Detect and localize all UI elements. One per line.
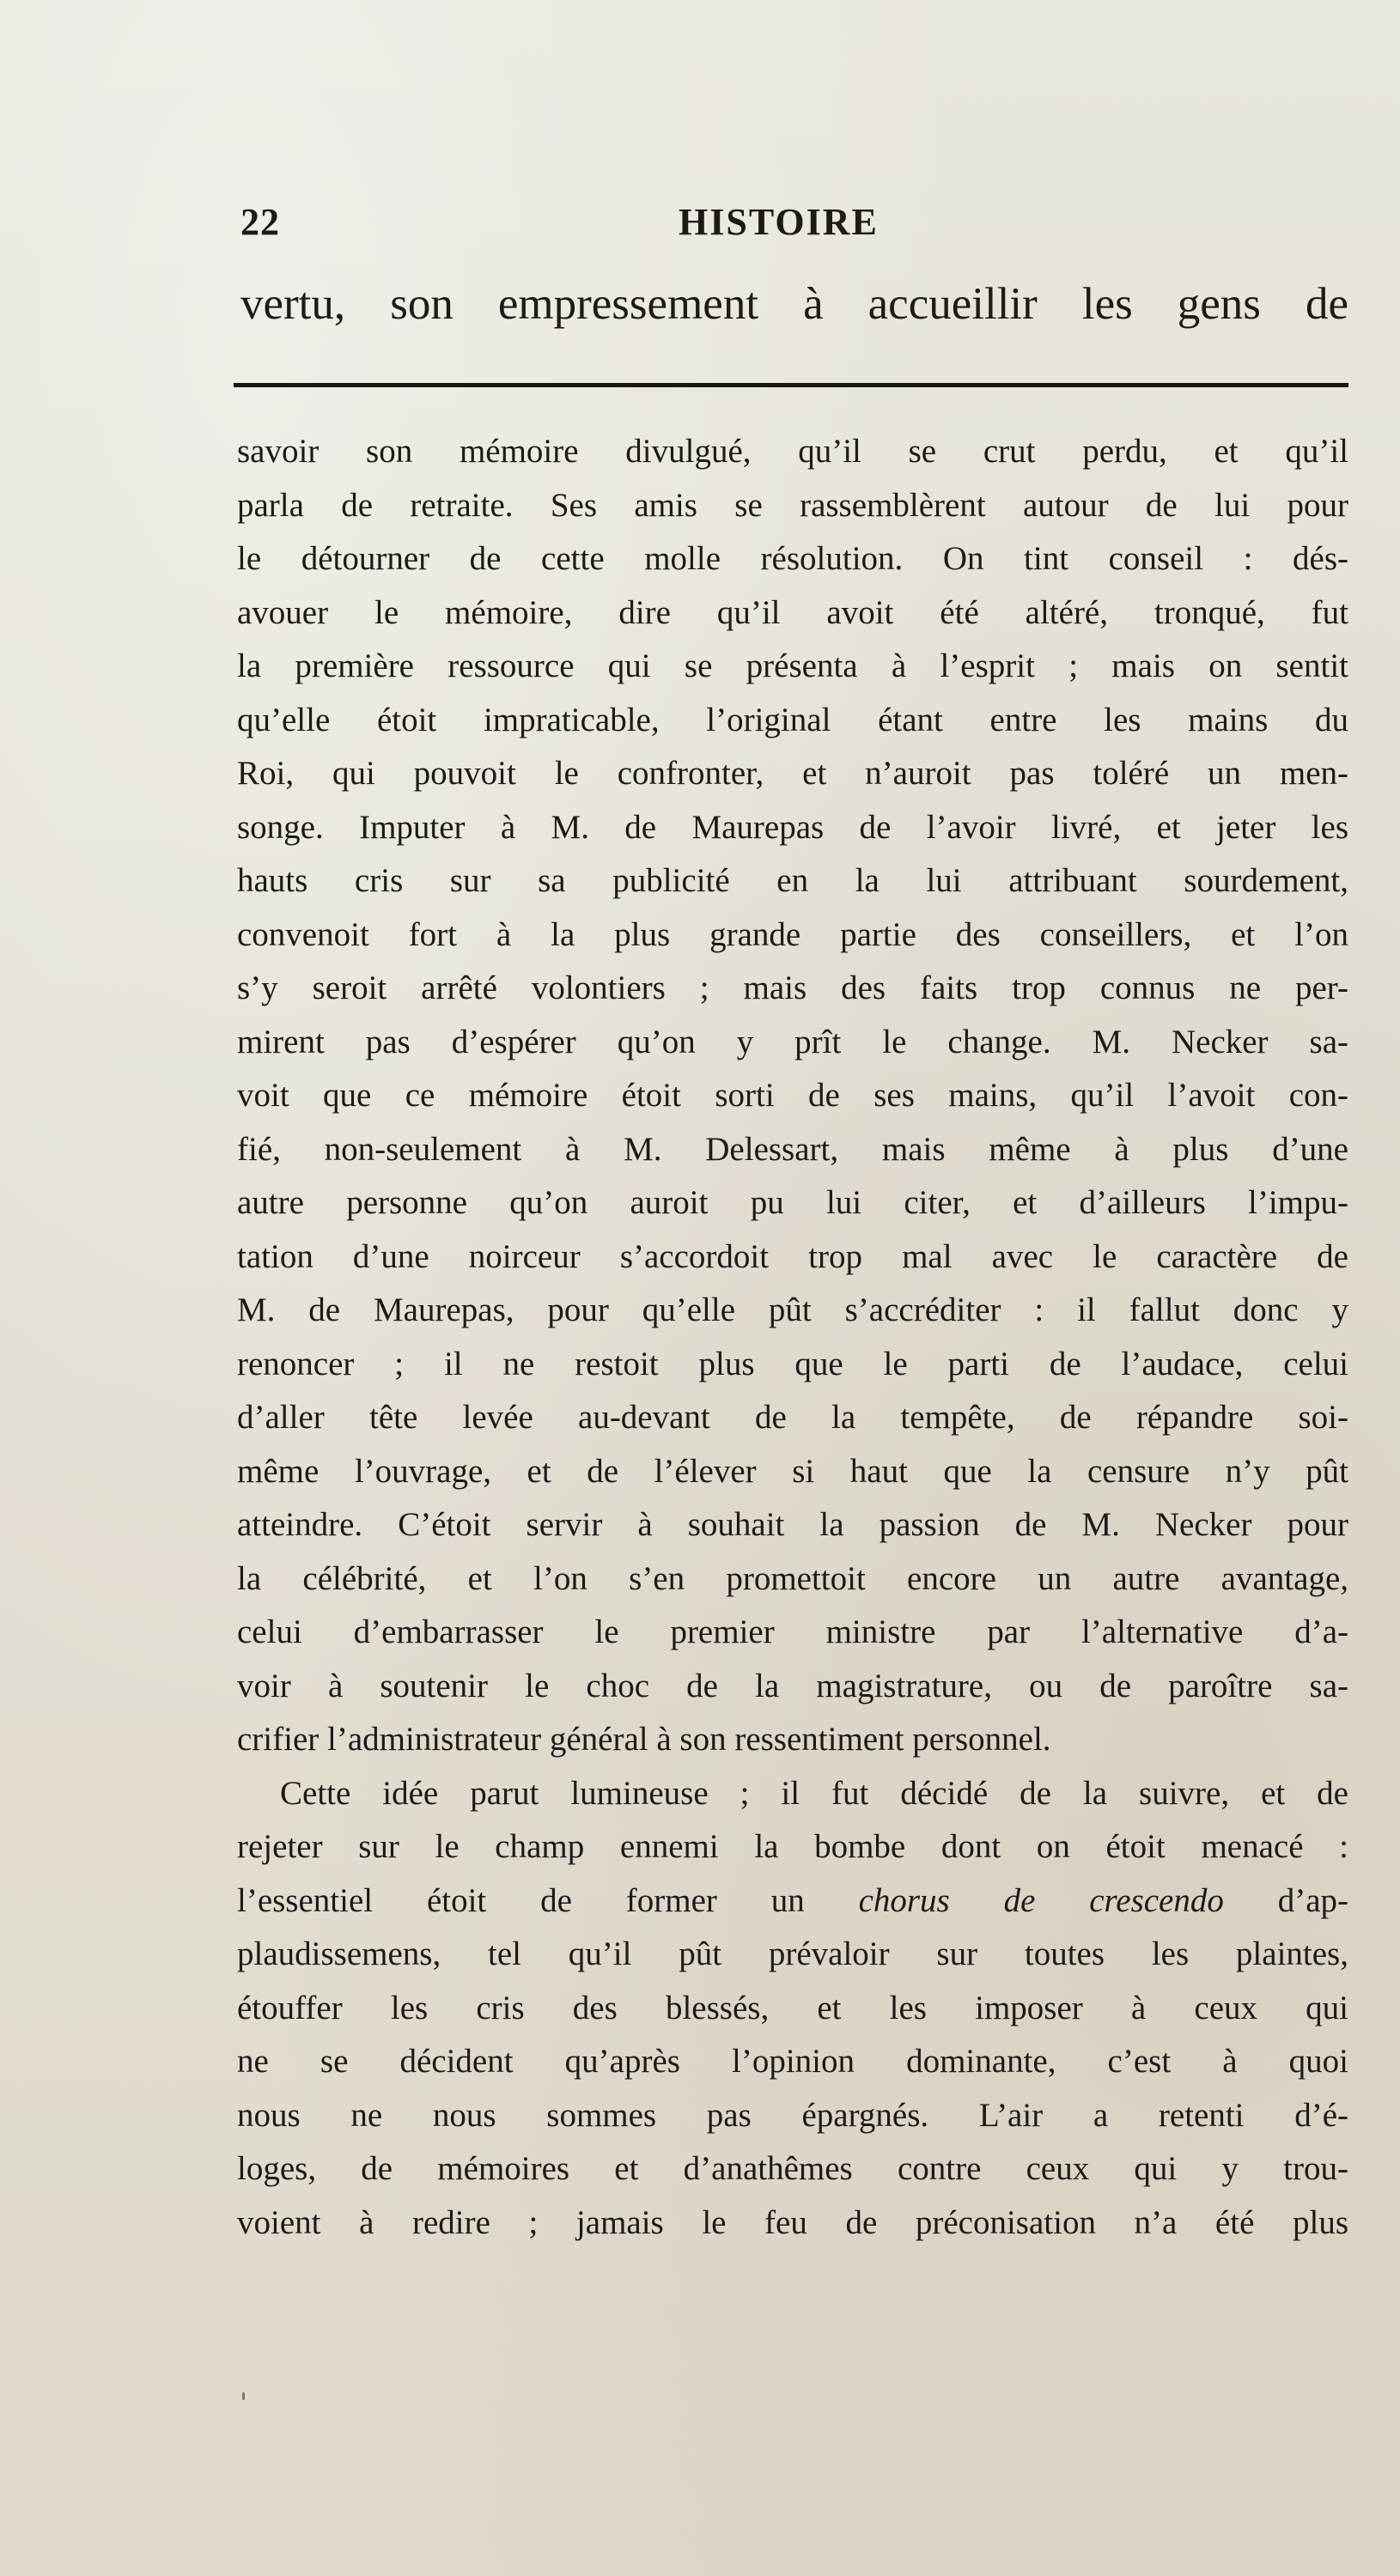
paragraph-end-line: crifier l’administrateur général à son ressentiment personnel.	[237, 1721, 1051, 1758]
page-number: 22	[240, 201, 280, 243]
text-line: s’y seroit arrêté volontiers ; mais des faits trop connus ne per-	[237, 969, 1348, 1006]
top-text-line: vertu, son empressement à accueillir les gens de	[240, 279, 1348, 329]
text-line: la première ressource qui se présenta à l’esprit ; mais on sentit	[237, 647, 1348, 684]
text-line: d’aller tête levée au-devant de la tempête, de répandre soi-	[237, 1399, 1348, 1436]
text-line: la célébrité, et l’on s’en promettoit encore un autre avantage,	[237, 1559, 1348, 1597]
text-line: le détourner de cette molle résolution. On tint conseil : dés-	[237, 540, 1348, 577]
text-line: convenoit fort à la plus grande partie des conseillers, et l’on	[237, 915, 1348, 953]
text-line: rejeter sur le champ ennemi la bombe dont on étoit menacé :	[237, 1828, 1348, 1865]
separator-rule	[234, 383, 1348, 387]
text-line: atteindre. C’étoit servir à souhait la passion de M. Necker pour	[237, 1506, 1348, 1543]
running-title: HISTOIRE	[679, 201, 879, 243]
text-line: mirent pas d’espérer qu’on y prît le change. M. Necker sa-	[237, 1023, 1348, 1060]
text-line: étouffer les cris des blessés, et les imposer à ceux qui	[237, 1989, 1348, 2026]
chorus-line	[237, 1874, 1348, 1929]
text-line: ne se décident qu’après l’opinion dominante, c’est à quoi	[237, 2043, 1348, 2080]
text-line: voir à soutenir le choc de la magistrature, ou de paroître sa-	[237, 1667, 1348, 1704]
body-text	[237, 425, 1348, 2250]
page-header	[240, 200, 1348, 252]
chorus-before-text: l’essentiel étoit de former un	[237, 1881, 805, 1919]
paper-fleck	[242, 2392, 245, 2400]
text-line: celui d’embarrasser le premier ministre par l’alternative d’a-	[237, 1613, 1348, 1650]
text-line: fié, non-seulement à M. Delessart, mais même à plus d’une	[237, 1130, 1348, 1168]
text-line: Roi, qui pouvoit le confronter, et n’auroit pas toléré un men-	[237, 755, 1348, 792]
paragraph-start-line: Cette idée parut lumineuse ; il fut décidé de la suivre, et de	[280, 1774, 1348, 1812]
text-line: avouer le mémoire, dire qu’il avoit été altéré, tronqué, fut	[237, 593, 1348, 631]
text-line: renoncer ; il ne restoit plus que le parti de l’audace, celui	[237, 1345, 1348, 1382]
text-line: songe. Imputer à M. de Maurepas de l’avoir livré, et jeter les	[237, 808, 1348, 846]
chorus-italic-phrase: chorus de crescendo	[858, 1881, 1224, 1919]
text-line: même l’ouvrage, et de l’élever si haut que la censure n’y pût	[237, 1452, 1348, 1490]
text-line: nous ne nous sommes pas épargnés. L’air a retenti d’é-	[237, 2096, 1348, 2134]
text-line: loges, de mémoires et d’anathêmes contre ceux qui y trou-	[237, 2150, 1348, 2187]
text-line: savoir son mémoire divulgué, qu’il se crut perdu, et qu’il	[237, 433, 1348, 470]
text-line: M. de Maurepas, pour qu’elle pût s’accréditer : il fallut donc y	[237, 1291, 1348, 1328]
text-line: tation d’une noirceur s’accordoit trop mal avec le caractère de	[237, 1237, 1348, 1275]
text-line: plaudissemens, tel qu’il pût prévaloir sur toutes les plaintes,	[237, 1935, 1348, 1972]
text-line: autre personne qu’on auroit pu lui citer, et d’ailleurs l’impu-	[237, 1184, 1348, 1221]
text-line: parla de retraite. Ses amis se rassemblèrent autour de lui pour	[237, 486, 1348, 524]
text-line: hauts cris sur sa publicité en la lui attribuant sourdement,	[237, 862, 1348, 899]
text-line: voit que ce mémoire étoit sorti de ses mains, qu’il l’avoit con-	[237, 1077, 1348, 1114]
text-line: voient à redire ; jamais le feu de préconisation n’a été plus	[237, 2203, 1348, 2241]
text-line: qu’elle étoit impraticable, l’original étant entre les mains du	[237, 701, 1348, 738]
chorus-after-text: d’ap-	[1277, 1881, 1349, 1919]
